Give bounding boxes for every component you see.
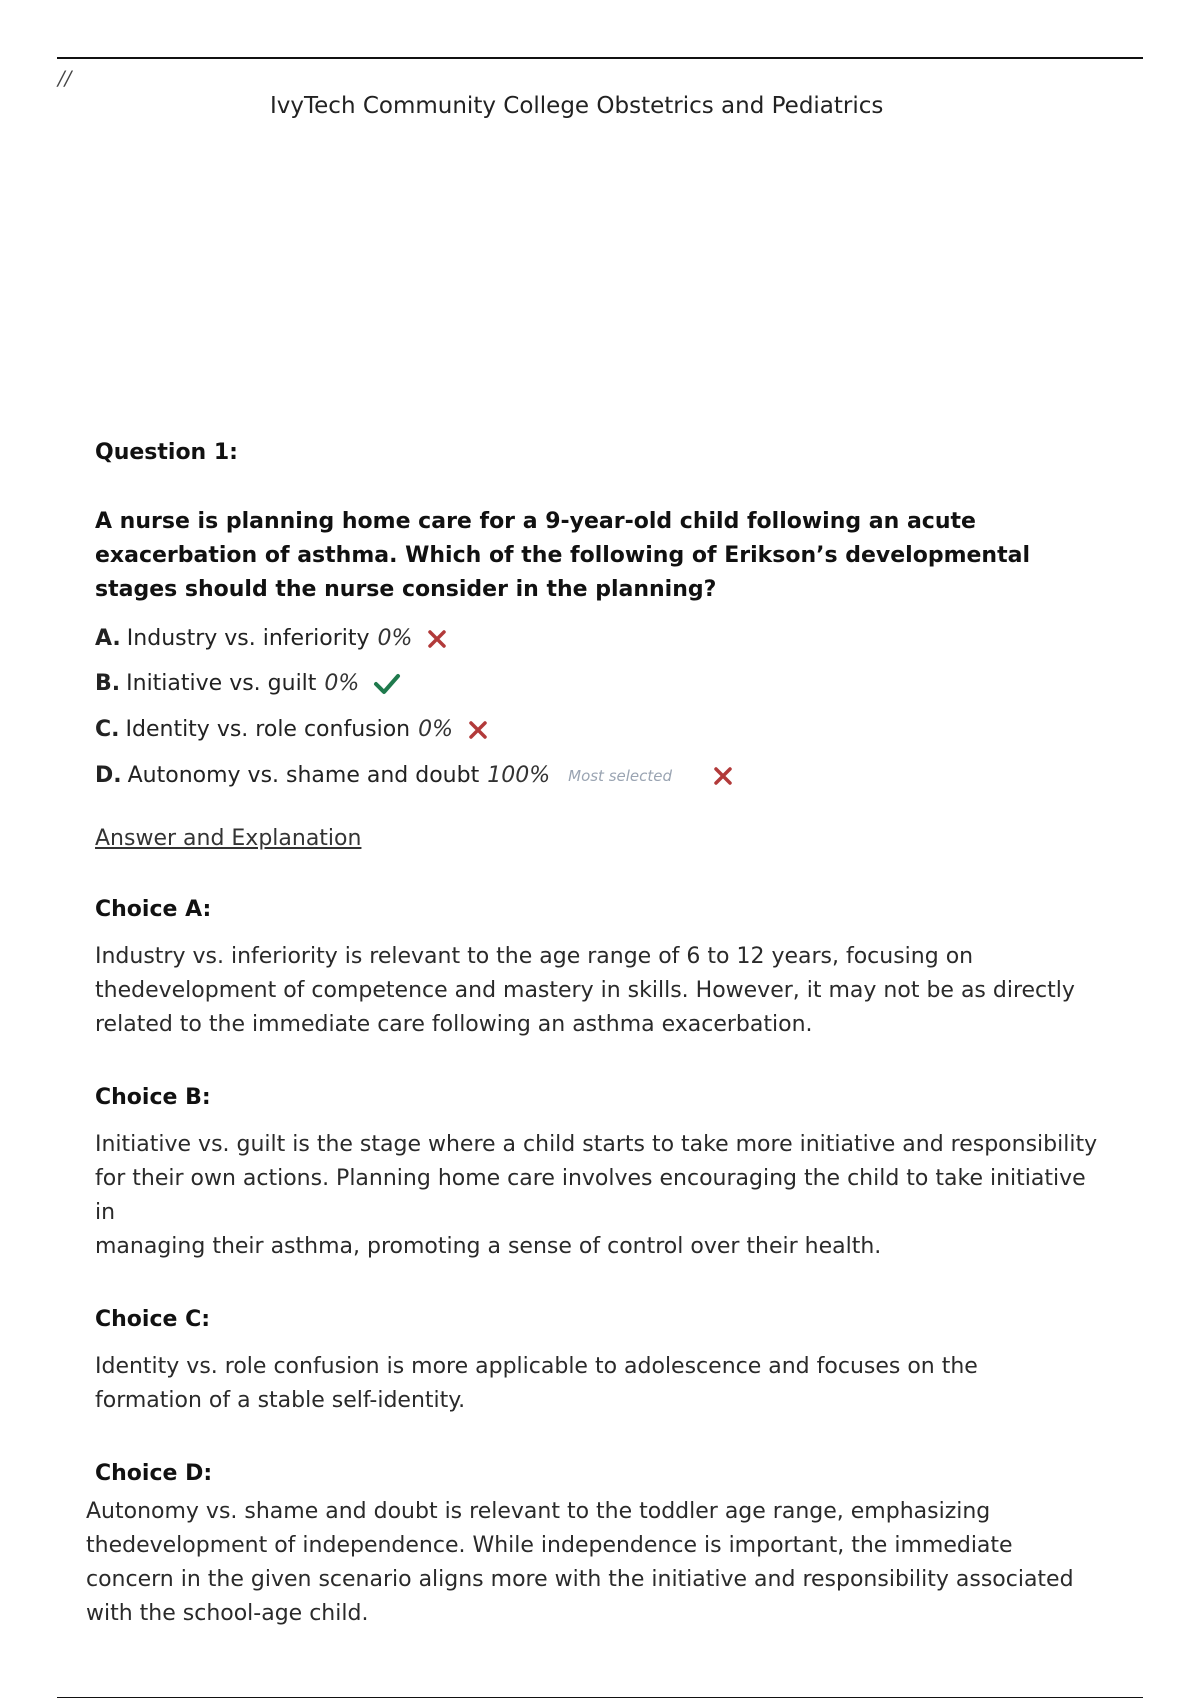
option-percent: 100% xyxy=(487,763,551,788)
choice-c-heading: Choice C: xyxy=(95,1307,211,1332)
option-letter: D. xyxy=(95,763,122,788)
choice-d-explanation: Autonomy vs. shame and doubt is relevant to the toddler age range, emphasizing thedevelopment of independence. While independence is important, the immediate concern in the given scenario aligns more with the initiative and responsibility associated with the school-age child. xyxy=(86,1499,1074,1626)
choice-d-heading: Choice D: xyxy=(95,1461,213,1486)
option-a[interactable] xyxy=(95,626,448,651)
answer-explanation-link[interactable]: Answer and Explanation xyxy=(95,826,362,851)
document-title: IvyTech Community College Obstetrics and Pediatrics xyxy=(270,93,884,119)
option-percent: 0% xyxy=(377,626,413,651)
x-icon xyxy=(712,765,734,787)
x-icon xyxy=(467,719,489,741)
option-text: Initiative vs. guilt xyxy=(126,671,317,696)
bottom-rule xyxy=(57,1697,1143,1698)
option-letter: C. xyxy=(95,717,120,742)
option-percent: 0% xyxy=(418,717,454,742)
option-letter: B. xyxy=(95,671,121,696)
option-b[interactable] xyxy=(95,671,401,696)
option-d[interactable] xyxy=(95,763,734,788)
choice-c-explanation: Identity vs. role confusion is more applicable to adolescence and focuses on the formation of a stable self-identity. xyxy=(95,1354,978,1413)
x-icon xyxy=(426,628,448,650)
choice-b-heading: Choice B: xyxy=(95,1085,211,1110)
option-c[interactable] xyxy=(95,717,489,742)
most-selected-note: Most selected xyxy=(568,766,673,785)
option-letter: A. xyxy=(95,626,121,651)
top-rule xyxy=(57,57,1143,59)
option-text: Identity vs. role confusion xyxy=(125,717,411,742)
choice-a-explanation: Industry vs. inferiority is relevant to the age range of 6 to 12 years, focusing on thedevelopment of competence and mastery in skills. However, it may not be as directly related to the immediate care following an asthma exacerbation. xyxy=(95,944,1075,1037)
question-label: Question 1: xyxy=(95,440,238,465)
question-text: A nurse is planning home care for a 9-year-old child following an acute exacerbation of asthma. Which of the following of Erikson’s developmental stages should the nurse consider in the planning? xyxy=(95,509,1030,602)
choice-b-explanation: Initiative vs. guilt is the stage where a child starts to take more initiative and responsibility for their own actions. Planning home care involves encouraging the child to take initiative in managing their asthma, promoting a sense of control over their health. xyxy=(95,1132,1098,1259)
option-percent: 0% xyxy=(324,671,360,696)
choice-a-heading: Choice A: xyxy=(95,897,212,922)
check-icon xyxy=(373,673,401,695)
header-marker: // xyxy=(58,66,72,90)
option-text: Industry vs. inferiority xyxy=(126,626,370,651)
option-text: Autonomy vs. shame and doubt xyxy=(127,763,480,788)
